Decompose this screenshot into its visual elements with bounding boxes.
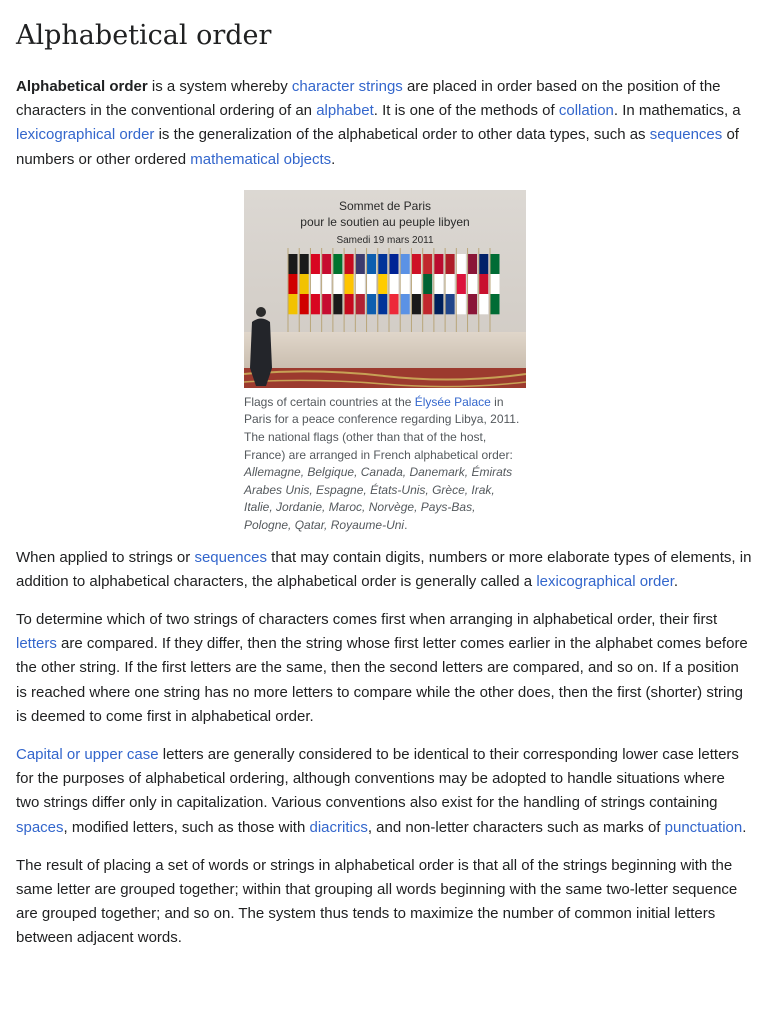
text: . [404,517,408,532]
flag-stripe [423,254,432,274]
flag-stripe [479,294,488,314]
flag-stripe [356,254,365,274]
flag-stripe [412,254,421,274]
sign-line-2: pour le soutien au peuple libyen [300,214,470,229]
flag-stripe [345,274,354,294]
link-lexicographical-order[interactable]: lexicographical order [16,126,155,144]
flag-stripe [289,254,298,274]
text: Flags of certain countries at the [244,394,415,409]
flag-stripe [345,294,354,314]
text: that may contain digits, numbers or more elaborate types of elements, in addition to alphabetical characters, the alphabetical order is generally called a [16,548,752,590]
link-letters[interactable]: letters [16,635,57,653]
text: . [742,818,747,836]
text: When applied to strings or [16,548,195,566]
flag-stripe [333,274,342,294]
flag-stripe [457,274,466,294]
flag-stripe [300,274,309,294]
link-elysee-palace[interactable]: Élysée Palace [414,394,491,409]
flag-stripe [356,294,365,314]
paragraph-5 [16,854,752,951]
text: of numbers or other ordered [16,126,739,168]
flag-stripe [434,274,443,294]
figure [244,190,526,535]
text: is a system whereby [147,78,292,95]
flag-stripe [289,274,298,294]
flag-stripe [333,294,342,314]
text: The result of placing a set of words or strings in alphabetical order is that all of the strings beginning with the same letter are grouped together; within that grouping all words beginning with the same two-letter sequence are grouped together; and so on. The system thus tends to maximize the number of common initial letters between adjacent words. [16,856,738,947]
flag-stripe [401,274,410,294]
flag-stripe [434,294,443,314]
flag-stripe [378,274,387,294]
link-spaces[interactable]: spaces [16,818,64,836]
flag-stripe [401,254,410,274]
text: , modified letters, such as those with [63,818,310,836]
flag-stripe [333,254,342,274]
text: To determine which of two strings of characters comes first when arranging in alphabetical order, their first [16,610,718,628]
flag-stripe [378,254,387,274]
flag-stripe [322,294,331,314]
flag-stripe [491,254,500,274]
bold-term: Alphabetical order [16,78,148,95]
text: . In mathematics, a [613,102,741,120]
flag-stripe [412,274,421,294]
flag-stripe [367,274,376,294]
link-sequences[interactable]: sequences [649,126,723,144]
flag-stripe [412,294,421,314]
sign-line-1: Sommet de Paris [338,198,432,213]
text: is the generalization of the alphabetical order to other data types, such as [154,126,650,144]
paragraph-2 [16,546,752,594]
flag-stripe [300,294,309,314]
flag-stripe [367,254,376,274]
flag-stripe [322,254,331,274]
link-punctuation[interactable]: punctuation [664,818,743,836]
flag-stripe [479,254,488,274]
flag-stripe [390,254,399,274]
flag-stripe [289,294,298,314]
link-mathematical-objects[interactable]: mathematical objects [190,150,332,168]
flag-stripe [311,274,320,294]
text: are compared. If they differ, then the string whose first letter comes earlier in the alphabet comes before the other string. If the first letters are the same, then the second letters are compared, and so on. If a position is reached where one string has no more letters to compare while the other does, then the first (shorter) string is deemed to come first in alphabetical order. [16,635,748,725]
flag-stripe [457,254,466,274]
flag-stripe [491,294,500,314]
link-sequences-2[interactable]: sequences [194,548,267,566]
intro-paragraph [16,75,752,172]
flag-stripe [423,274,432,294]
country-list: Allemagne, Belgique, Canada, Danemark, Émirats Arabes Unis, Espagne, États-Unis, Grèce, Irak, Italie, Jordanie, Maroc, Norvège, Pays-Bas, Pologne, Qatar, Royaume-Uni [244,465,513,532]
figure-caption [244,394,526,535]
flag-stripe [378,294,387,314]
paragraph-4 [16,743,752,840]
flag-stripe [457,294,466,314]
text: , and non-letter characters such as marks of [367,818,665,836]
flag-stripe [434,254,443,274]
flag-stripe [479,274,488,294]
text: . It is one of the methods of [373,102,559,120]
flag-stripe [390,294,399,314]
flag-stripe [311,254,320,274]
flag-stripe [468,254,477,274]
link-character-strings[interactable]: character strings [291,78,403,95]
paragraph-3 [16,608,752,729]
flag-stripe [446,254,455,274]
summit-flags-photo[interactable] [244,190,526,388]
flag-stripe [300,254,309,274]
flag-stripe [356,274,365,294]
flag-stripe [390,274,399,294]
flag-stripe [468,294,477,314]
text: . [331,150,336,168]
flag-stripe [311,294,320,314]
flag-stripe [367,294,376,314]
flag-stripe [446,274,455,294]
flag-stripe [468,274,477,294]
flag-stripe [401,294,410,314]
text: letters are generally considered to be identical to their corresponding lower case letters for the purposes of alphabetical ordering, although conventions may be adopted to handle situations where two strings differ only in capitalization. Various conventions also exist for the handling of strings containing [16,745,739,812]
link-collation[interactable]: collation [558,102,614,120]
flag-stripe [491,274,500,294]
flag-stripe [446,294,455,314]
text: are placed in order based on the position of the characters in the conventional ordering of an [16,78,721,120]
link-lexicographical-order-2[interactable]: lexicographical order [536,572,674,590]
text: . [673,572,679,590]
flag-stripe [345,254,354,274]
page-title: Alphabetical order [16,20,272,51]
text: in Paris for a peace conference regarding Libya, 2011. The national flags (other than that of the host, France) are arranged in French alphabetical order: [244,394,520,462]
link-diacritics[interactable]: diacritics [309,818,368,836]
flag-stripe [423,294,432,314]
sign-line-3: Samedi 19 mars 2011 [336,234,434,246]
stage [244,332,526,370]
link-alphabet[interactable]: alphabet [316,102,374,120]
flag-stripe [322,274,331,294]
link-capital-or-upper-case[interactable]: Capital or upper case [16,745,159,763]
